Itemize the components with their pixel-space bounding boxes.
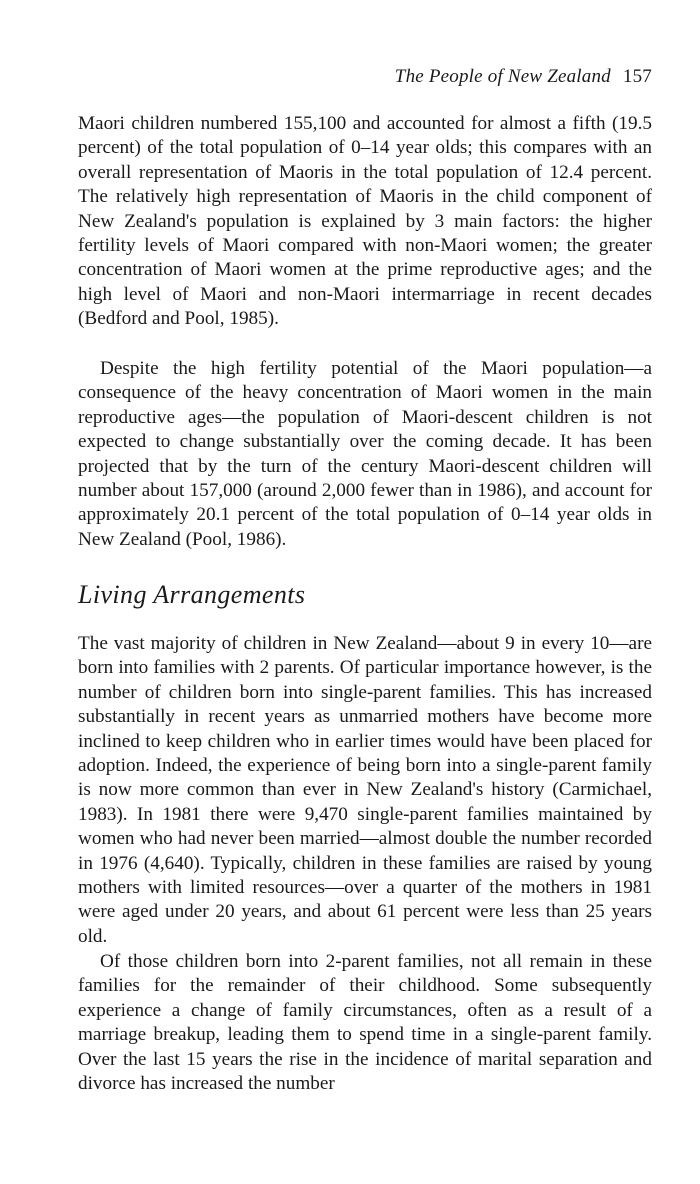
section-heading: Living Arrangements (78, 580, 306, 609)
running-title: The People of New Zealand (394, 66, 611, 87)
paragraph-living-arrangements: The vast majority of children in New Zealand—about 9 in every 10—are born into families with 2 parents. Of particular importance however, is the number of children born into single-parent families. This has increased substantially in recent years as unmarried mothers have become more inclined to keep children who in earlier times would have been placed for adoption. Indeed, the experience of being born into a single-parent family is now more common than ever in New Zealand's history (Carmichael, 1983). In 1981 there were 9,470 single-parent families maintained by women who had never been married—almost double the number recorded in 1976 (4,640). Typically, children in these families are raised by young mothers with limited resources—over a quarter of the mothers in 1981 were aged under 20 years, and about 61 percent were less than 25 years old. (78, 633, 652, 947)
paragraph-maori-projection: Despite the high fertility potential of the Maori population—a consequence of the heavy concentration of Maori women in the main reproductive ages—the population of Maori-descent children is not expected to change substantially over the coming decade. It has been projected that by the turn of the century Maori-descent children will number about 157,000 (around 2,000 fewer than in 1986), and account for approximately 20.1 percent of the total population of 0–14 year olds in New Zealand (Pool, 1986). (78, 358, 652, 550)
paragraph-two-parent-families: Of those children born into 2-parent families, not all remain in these families for the remainder of their childhood. Some subsequently experience a change of family circumstances, often as a result of a marriage breakup, leading them to spend time in a single-parent family. Over the last 15 years the rise in the incidence of marital separation and divorce has increased the number (78, 951, 652, 1095)
paragraph-maori-children: Maori children numbered 155,100 and accounted for almost a fifth (19.5 percent) of the total population of 0–14 year olds; this compares with an overall representation of Maoris in the total population of 12.4 percent. The relatively high representation of Maoris in the child component of New Zealand's population is explained by 3 main factors: the higher fertility levels of Maori compared with non-Maori women; the greater concentration of Maori women at the prime reproductive ages; and the high level of Maori and non-Maori intermarriage in recent decades (Bedford and Pool, 1985). (78, 113, 652, 330)
running-head (395, 66, 652, 88)
page-number: 157 (622, 66, 652, 87)
